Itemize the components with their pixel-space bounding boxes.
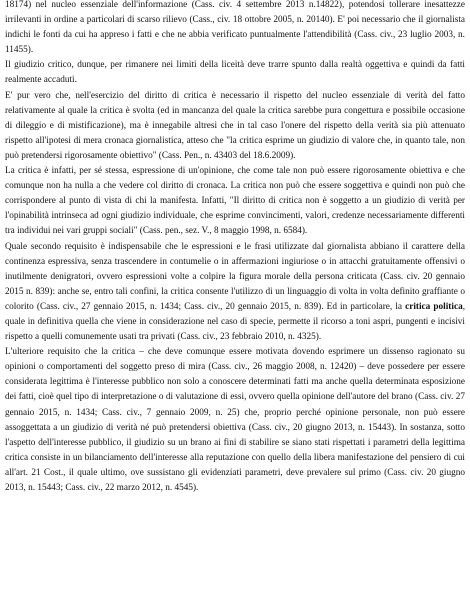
- document-page: [5, 0, 465, 496]
- text-run: Il giudizio critico, dunque, per rimanere nei limiti della liceità deve trarre spunto dalla realtà oggettiva e quindi da fatti realmente accaduti.: [5, 60, 465, 86]
- body-paragraph: [5, 58, 465, 88]
- body-paragraph: [5, 0, 465, 58]
- text-run: L'ulteriore requisito che la critica – che deve comunque essere motivata dovendo esprimere un dissenso ragionato su opinioni o comportamenti del soggetto preso di mira (Cass. civ., 26 maggio 2008, n. 12420) – deve possedere per essere considerata legittima è l'interesse pubblico non solo a conoscere determinati fatti ma anche quella determinata esposizione dei fatti, cioè quel tipo di interpretazione o di valutazione di essi, ovvero quella opinione dell'autore del brano (Cass. civ. 27 gennaio 2015, n. 1434; Cass. civ., 7 gennaio 2009, n. 25) che, proprio perché opinione personale, non può essere assoggettata a un giudizio di verità né può pretendersi obiettiva (Cass. civ., 20 giugno 2013, n. 15443). In sostanza, sotto l'aspetto dell'interesse pubblico, il giudizio su un brano ai fini di stabilire se siano stati rispettati i parametri della legittima critica consiste in un bilanciamento dell'interesse alla reputazione con quello della libera manifestazione del pensiero di cui all'art. 21 Cost., il quale ultimo, ove sussistano gli evidenziati parametri, deve prevalere sul primo (Cass. civ. 20 giugno 2013, n. 15443; Cass. civ., 22 marzo 2012, n. 4545).: [5, 347, 465, 493]
- text-run: E' pur vero che, nell'esercizio del diritto di critica è necessario il rispetto del nucleo essenziale di verità del fatto relativamente al quale la critica è svolta (ed in mancanza del quale la critica sarebbe pura congettura e possibile occasione di dileggio e di mistificazione), ma è innegabile altresì che in tal caso l'onere del rispetto della verità sia più attenuato rispetto all'ipotesi di mera cronaca giornalistica, atteso che "la critica esprime un giudizio di valore che, in quanto tale, non può pretendersi rigorosamente obiettivo" (Cass. Pen., n. 43403 del 18.6.2009).: [5, 90, 465, 161]
- text-run: Quale secondo requisito è indispensabile che le espressioni e le frasi utilizzate dal giornalista abbiano il carattere della continenza espressiva, senza trascendere in contumelie o in affermazioni ingiuriose o in attacchi gratuitamente offensivi o inutilmente denigratori, ovvero espressioni volte a colpire la figura morale della persona criticata (Cass. civ. 20 gennaio 2015 n. 839): anche se, entro tali confini, la critica consente l'utilizzo di un linguaggio di volta in volta definito graffiante o colorito (Cass. civ., 27 gennaio 2015, n. 1434; Cass. civ., 20 gennaio 2015, n. 839). Ed in particolare, la: [5, 241, 465, 312]
- text-run: 18174) nel nucleo essenziale dell'informazione (Cass. civ. 4 settembre 2013 n.14822), potendosi tollerare inesattezze irrilevanti in ordine a particolari di scarso rilievo (Cass., civ. 18 ottobre 2005, n. 20140). E' poi necessario che il giornalista indichi le fonti da cui ha appreso i fatti e che ne abbia verificato puntualmente l'attendibilità (Cass. civ., 23 luglio 2003, n. 11455).: [5, 0, 465, 56]
- body-paragraph: [5, 89, 465, 164]
- text-run: La critica è infatti, per sé stessa, espressione di un'opinione, che come tale non può essere rigorosamente obiettiva e che comunque non ha nulla a che vedere col diritto di cronaca. La critica non può che essere soggettiva e quindi non può che corrispondere al punto di vista di chi la manifesta. Infatti, "Il diritto di critica non è soggetto a un giudizio di verità per l'opinabilità intrinseca ad ogni giudizio individuale, che esprime convincimenti, valori, credenze necessariamente differenti tra individui nei vari gruppi sociali" (Cass. pen., sez. V., 8 maggio 1998, n. 6584).: [5, 166, 465, 237]
- body-paragraph: [5, 164, 465, 239]
- body-paragraph: [5, 240, 465, 346]
- bold-text-run: critica politica: [405, 301, 463, 312]
- body-paragraph: [5, 345, 465, 496]
- text-run: , quale in definitiva quella che viene in considerazione nel caso di specie, permette il ricorso a toni aspri, pungenti e incisivi rispetto a quelli comunemente usati tra privati (Cass. civ., 23 febbraio 2010, n. 4325).: [5, 301, 466, 343]
